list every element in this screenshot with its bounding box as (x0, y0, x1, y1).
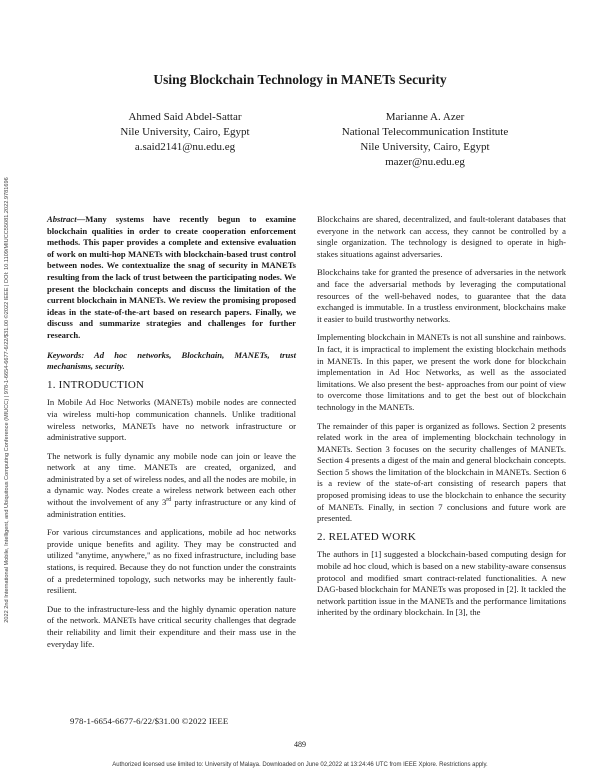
paragraph: Blockchains take for granted the presence of adversaries in the network and face the adversarial methods by leveraging the computational resources of the well-behaved nodes, to guarantee that the data exchanged is immutable. In a trustless environment, blockchains make it easier to build trustworthy networks. (317, 267, 566, 324)
left-column (47, 214, 296, 657)
section-heading-introduction: 1. INTRODUCTION (47, 378, 145, 391)
abstract-label: Abstract (47, 214, 77, 224)
page-number: 489 (294, 740, 306, 749)
author-email[interactable]: a.said2141@nu.edu.eg (134, 141, 236, 153)
abstract (47, 214, 296, 342)
paragraph: The remainder of this paper is organized as follows. Section 2 presents related work in the area of implementing blockchain technology in MANETs. Section 3 focuses on the security challenges of MANETs. Section 4 presents a digest of the main and general blockchain concepts. Section 5 shows the limitation of the blockchain in MANETs. Section 6 is a review of the state-of-art consisting of research papers that proposed promising ideas to use the blockchain to enhance the security of MANETs. Finally, in section 7 conclusions and future work are presented. (317, 420, 566, 524)
isbn-copyright: 978-1-6654-6677-6/22/$31.00 ©2022 IEEE (70, 716, 229, 726)
paragraph: Implementing blockchain in MANETs is not all sunshine and rainbows. In fact, it is impractical to implement the existing blockchain methods in MANETs. In this paper, we present the work done for blockchain implementation in Ad Hoc Networks, as well as the associated limitations. We also present the best- approaches from our point of view to overcome those limitations and to get the best out of blockchain technology in the MANETs. (317, 332, 566, 412)
author-email[interactable]: mazer@nu.edu.eg (385, 156, 465, 168)
paragraph: The authors in [1] suggested a blockchain-based computing design for mobile ad hoc cloud, which is based on a new stability-aware consensus protocol and modified smart contract-related functionalities. A new DAG-based blockchain for MANETs was proposed in [2]. It tackled the network partition issue in the MANETs and the performance limitations inherited by the ordinary blockchain. In [3], the (317, 549, 566, 618)
right-column (317, 214, 566, 626)
author-location: Nile University, Cairo, Egypt (360, 141, 490, 153)
abstract-text: —Many systems have recently begun to examine blockchain qualities in order to create cooperation enforcement methods. This paper provides a complete and extensive evaluation of work on multi-hop MANETs with blockchain-based trust control between nodes. We contextualize the snag of security in MANETs resulting from the lack of trust between the participating nodes. We present the blockchain concepts and discuss the limitation of the current blockchain in MANETs. We review the promising proposed ideas in the state-of-the-art based on research papers. Finally, we discuss and summarize strategies and challenges for further research. (47, 214, 296, 340)
author-block-2 (300, 110, 550, 170)
author-name: Marianne A. Azer (385, 111, 465, 123)
paragraph: The network is fully dynamic any mobile node can join or leave the network at any time. MANETs are created, organized, and administrated by a set of wireless nodes, and all the nodes are mobile, in a dynamic way. Nodes create a wireless network between each other without the involvement of any 3rd party infrastructure or any kind of administration entities. (47, 450, 296, 519)
side-doi-label: 2022 2nd International Mobile, Intelligent, and Ubiquitous Computing Conference (MIUCC) | 978-1-6654-6677-6/22/$31.00 ©2022 IEEE | DOI: 10.1109/MIUCC55081.2022.9781696 (4, 177, 10, 623)
paragraph: Due to the infrastructure-less and the highly dynamic operation nature of the network. MANETs have critical security challenges that degrade their reliability and limit their expenditure and their mass use in the everyday life. (47, 603, 296, 649)
keywords: Keywords: Ad hoc networks, Blockchain, MANETs, trust mechanisms, security. (47, 349, 296, 372)
author-affiliation: National Telecommunication Institute (341, 126, 509, 138)
paper-title: Using Blockchain Technology in MANETs Security (153, 72, 447, 87)
paragraph: In Mobile Ad Hoc Networks (MANETs) mobile nodes are connected via wireless multi-hop communication channels. Unlike traditional wireless networks, MANETs have no network infrastructure or administrative support. (47, 397, 296, 443)
author-name: Ahmed Said Abdel-Sattar (128, 111, 242, 123)
paragraph: For various circumstances and applications, mobile ad hoc networks provide unique benefits and agility. They may be constructed and utilized "anytime, anywhere," as no fixed infrastructure, including base stations, is required. Because they do not function under the constraints of a predetermined topology, such networks may be inherently fault-resilient. (47, 527, 296, 596)
paragraph: Blockchains are shared, decentralized, and fault-tolerant databases that everyone in the network can access, they cannot be controlled by a single organization. The technology is designed to operate in high-stakes situations against adversaries. (317, 214, 566, 259)
section-heading-related-work: 2. RELATED WORK (317, 530, 417, 543)
author-affiliation: Nile University, Cairo, Egypt (120, 126, 250, 138)
author-block-1 (85, 110, 285, 155)
license-footer: Authorized licensed use limited to: University of Malaya. Downloaded on June 02,2022 at 13:24:46 UTC from IEEE Xplore. Restrictions apply. (112, 762, 488, 768)
